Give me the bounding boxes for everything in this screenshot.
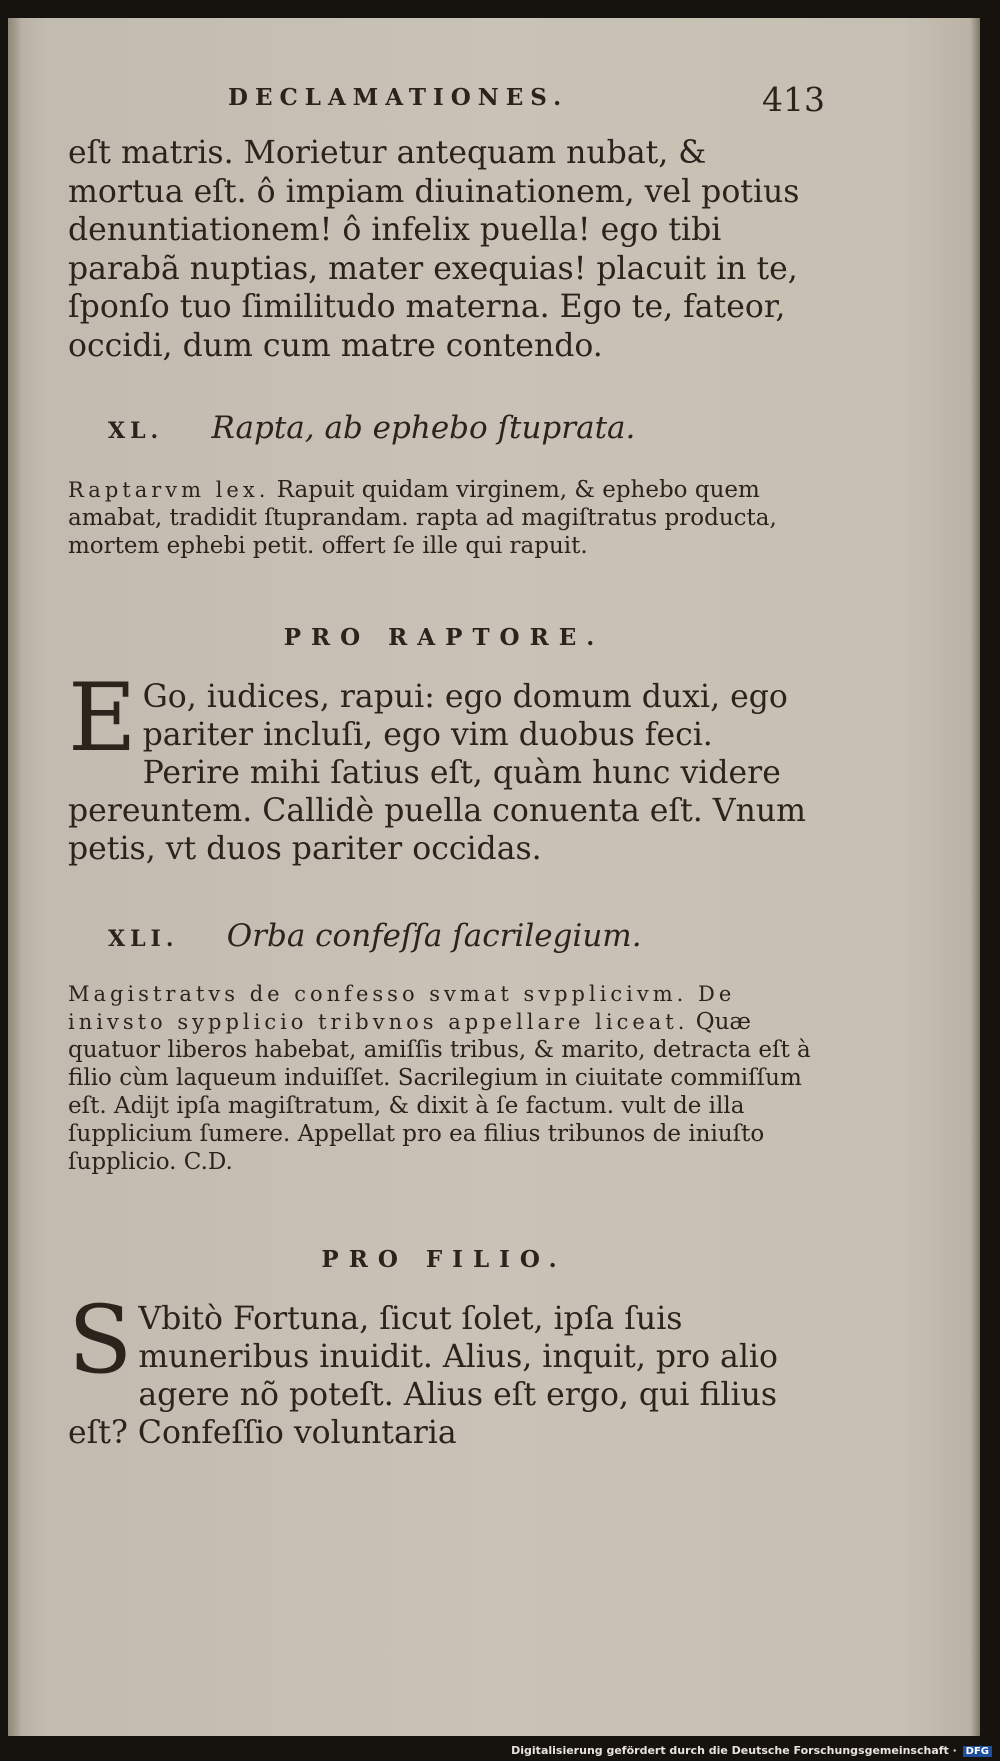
body-text: Go, iudices, rapui: ego domum duxi, ego pariter incluſi, ego vim duobus feci. Perire mihi ſatius eſt, quàm hunc videre pereuntem. Callidè puella conuenta eſt. Vnum petis, vt duos pariter occidas.: [68, 679, 806, 867]
lex-label: Magistratvs de confesso svmat svpplicivm. De inivsto sypplicio tribvnos appellare liceat.: [68, 982, 736, 1034]
pro-heading-raptore: PRO RAPTORE.: [283, 624, 605, 651]
digitization-credit: [511, 1744, 992, 1757]
opening-paragraph: eſt matris. Morietur antequam nubat, & mortua eſt. ô impiam diuinationem, vel potius denuntiationem! ô infelix puella! ego tibi parabã nuptias, mater exequias! placuit in te, ſponſo tuo ſimilitudo materna. Ego te, fateor, occidi, dum cum matre contendo.: [68, 135, 800, 364]
argument-text: Rapuit quidam virginem, & ephebo quem amabat, tradidit ſtuprandam. rapta ad magiſtratus producta, mortem ephebi petit. offert ſe ille qui rapuit.: [68, 477, 777, 559]
drop-cap: E: [68, 664, 137, 773]
declamation-argument-40: [68, 476, 820, 560]
lex-label: Raptarvm lex.: [68, 478, 270, 502]
declamation-number: XLI.: [108, 926, 179, 952]
running-head: DECLAMATIONES.: [228, 84, 569, 111]
argument-text: Quæ quatuor liberos habebat, amiſſis tribus, & marito, detracta eſt à filio cùm laqueum induiſſet. Sacrilegium in ciuitate commiſſum eſt. Adijt ipſa magiſtratum, & dixit à ſe factum. vult de illa ſupplicium ſumere. Appellat pro ea filius tribunos de iniuſto ſupplicio. C.D.: [68, 1009, 811, 1175]
drop-cap: S: [68, 1286, 133, 1395]
declamation-heading-41: [108, 918, 642, 954]
declamation-title: Rapta, ab ephebo ſtuprata.: [211, 410, 636, 446]
declamation-heading-40: [108, 410, 635, 446]
declamation-argument-41: [68, 980, 820, 1176]
credit-text: Digitalisierung gefördert durch die Deutsche Forschungsgemeinschaft ·: [511, 1744, 957, 1757]
pro-heading-filio: PRO FILIO.: [321, 1246, 567, 1273]
declamation-title: Orba confeſſa ſacrilegium.: [226, 918, 642, 954]
declamation-body-40: [68, 664, 820, 868]
book-page: [8, 18, 980, 1736]
body-text: Vbitò Fortuna, ſicut ſolet, ipſa ſuis muneribus inuidit. Alius, inquit, pro alio agere nõ poteſt. Alius eſt ergo, qui filius eſt? Confeſſio voluntaria: [68, 1301, 778, 1451]
declamation-number: XL.: [108, 418, 164, 444]
dfg-logo: DFG: [963, 1746, 992, 1757]
declamation-body-41: [68, 1286, 820, 1452]
page-number: 413: [762, 80, 825, 119]
